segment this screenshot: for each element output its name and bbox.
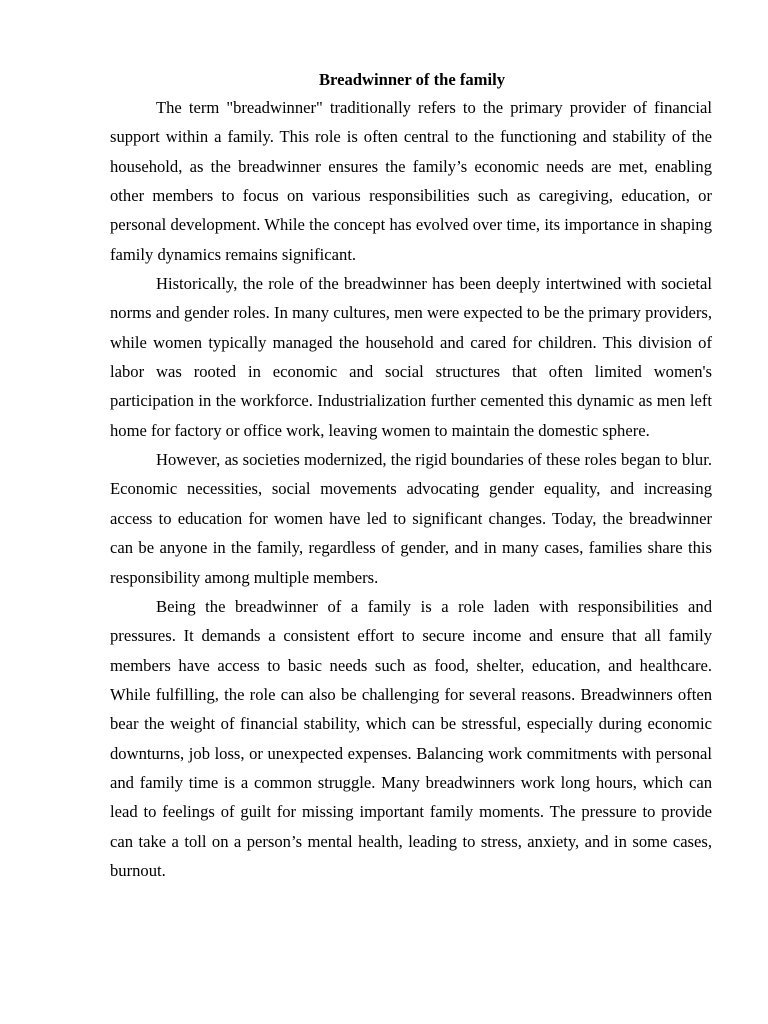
paragraph-history: Historically, the role of the breadwinner has been deeply intertwined with societal norms and gender roles. In many cultures, men were expected to be the primary providers, while women typically managed the household and cared for children. This division of labor was rooted in economic and social structures that often limited women's participation in the workforce. Industrialization further cemented this dynamic as men left home for factory or office work, leaving women to maintain the domestic sphere. — [110, 274, 712, 440]
paragraph-definition: The term "breadwinner" traditionally refers to the primary provider of financial support within a family. This role is often central to the functioning and stability of the household, as the breadwinner ensures the family’s economic needs are met, enabling other members to focus on various responsibilities such as caregiving, education, or personal development. While the concept has evolved over time, its importance in shaping family dynamics remains significant. — [110, 98, 712, 264]
paragraph-modernization: However, as societies modernized, the rigid boundaries of these roles began to blur. Economic necessities, social movements advocating gender equality, and increasing access to education for women have led to significant changes. Today, the breadwinner can be anyone in the family, regardless of gender, and in many cases, families share this responsibility among multiple members. — [110, 450, 712, 587]
paragraph-pressures: Being the breadwinner of a family is a role laden with responsibilities and pressures. It demands a consistent effort to secure income and ensure that all family members have access to basic needs such as food, shelter, education, and healthcare. While fulfilling, the role can also be challenging for several reasons. Breadwinners often bear the weight of financial stability, which can be stressful, especially during economic downturns, job loss, or unexpected expenses. Balancing work commitments with personal and family time is a common struggle. Many breadwinners work long hours, which can lead to feelings of guilt for missing important family moments. The pressure to provide can take a toll on a person’s mental health, leading to stress, anxiety, and in some cases, burnout. — [110, 596, 712, 880]
document-page — [110, 66, 712, 885]
document-title: Breadwinner of the family — [318, 70, 506, 89]
